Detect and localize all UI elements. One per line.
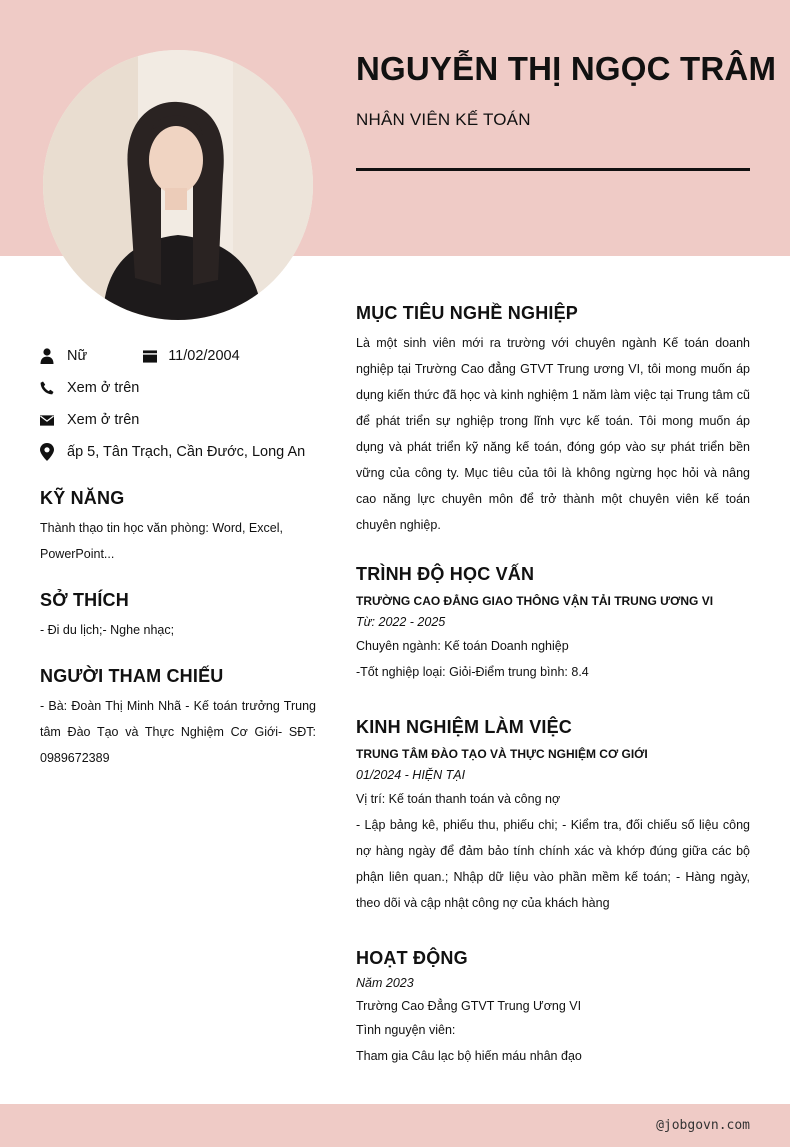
- contact-row-email: [40, 404, 330, 436]
- birthday-text: 11/02/2004: [168, 348, 240, 364]
- education-major: Chuyên ngành: Kế toán Doanh nghiệp: [356, 639, 569, 653]
- objective-title: MỤC TIÊU NGHỀ NGHIỆP: [356, 303, 579, 323]
- person-icon: [40, 348, 54, 364]
- contact-row-gender-birthday: [40, 340, 330, 372]
- phone-icon: [40, 380, 54, 396]
- candidate-name: NGUYỄN THỊ NGỌC TRÂM: [356, 50, 777, 87]
- contact-row-address: [40, 436, 330, 468]
- references-title: NGƯỜI THAM CHIẾU: [40, 666, 224, 686]
- education-grade: -Tốt nghiệp loại: Giỏi-Điểm trung bình: 8.4: [356, 665, 589, 679]
- activities-organization: Trường Cao Đẳng GTVT Trung Ương VI: [356, 999, 582, 1013]
- envelope-icon: [40, 412, 54, 428]
- objective-text: Là một sinh viên mới ra trường với chuyên ngành Kế toán doanh nghiệp tại Trường Cao đẳng GTVT Trung ương VI, tôi mong muốn áp dụng kiến thức đã học và kinh nghiệm 1 năm làm việc tại Trung tâm cũ để phát triển sự nghiệp trong lĩnh vực kế toán. Tôi mong muốn áp dụng và phát triển kỹ năng kế toán, đóng góp vào sự phát triển bền vững của công ty. Mục tiêu của tôi là không ngừng học hỏi và nâng cao năng lực chuyên môn để trở thành một chuyên viên kế toán chuyên nghiệp.: [356, 336, 750, 532]
- activities-role: Tình nguyện viên:: [356, 1023, 456, 1037]
- experience-period: 01/2024 - HIỆN TẠI: [356, 768, 466, 782]
- experience-title: KINH NGHIỆM LÀM VIỆC: [356, 717, 573, 737]
- experience-position: Vị trí: Kế toán thanh toán và công nợ: [356, 792, 561, 806]
- skills-section: [40, 488, 316, 567]
- hobbies-text: - Đi du lịch;- Nghe nhạc;: [40, 623, 175, 637]
- education-section: [356, 564, 750, 685]
- email-text: Xem ở trên: [67, 412, 140, 428]
- education-period: Từ: 2022 - 2025: [356, 615, 446, 629]
- title-divider: [356, 168, 750, 171]
- address-text: ấp 5, Tân Trạch, Cần Đước, Long An: [67, 444, 306, 460]
- references-section: [40, 666, 316, 771]
- education-title: TRÌNH ĐỘ HỌC VẤN: [356, 564, 535, 584]
- job-title: NHÂN VIÊN KẾ TOÁN: [356, 110, 531, 129]
- contact-info: [40, 340, 330, 468]
- calendar-icon: [143, 348, 157, 364]
- skills-text: Thành thạo tin học văn phòng: Word, Excel, PowerPoint...: [40, 521, 283, 561]
- skills-title: KỸ NĂNG: [40, 488, 125, 508]
- activities-description: Tham gia Câu lạc bộ hiến máu nhân đạo: [356, 1049, 582, 1063]
- activities-section: [356, 948, 750, 1069]
- contact-row-phone: [40, 372, 330, 404]
- footer-watermark: @jobgovn.com: [656, 1118, 750, 1133]
- avatar: [43, 50, 313, 320]
- experience-section: [356, 717, 750, 916]
- map-pin-icon: [40, 444, 54, 460]
- activities-period: Năm 2023: [356, 976, 414, 990]
- objective-section: [356, 303, 750, 538]
- hobbies-section: [40, 590, 316, 643]
- phone-text: Xem ở trên: [67, 380, 140, 396]
- references-text: - Bà: Đoàn Thị Minh Nhã - Kế toán trưởng Trung tâm Đào Tạo và Thực Nghiệm Cơ Giới- SĐT: 0989672389: [40, 699, 316, 765]
- education-school: TRƯỜNG CAO ĐẲNG GIAO THÔNG VẬN TẢI TRUNG ƯƠNG VI: [356, 594, 714, 608]
- gender-text: Nữ: [67, 348, 88, 364]
- experience-description: - Lập bảng kê, phiếu thu, phiếu chi; - Kiểm tra, đối chiếu số liệu công nợ hàng ngày để đảm bảo tính chính xác và khớp đúng giữa các bộ phận liên quan.; Nhập dữ liệu vào phần mềm kế toán; - Hàng ngày, theo dõi và cập nhật công nợ của khách hàng: [356, 818, 750, 910]
- activities-title: HOẠT ĐỘNG: [356, 948, 468, 968]
- experience-company: TRUNG TÂM ĐÀO TẠO VÀ THỰC NGHIỆM CƠ GIỚI: [356, 747, 648, 761]
- hobbies-title: SỞ THÍCH: [40, 590, 129, 610]
